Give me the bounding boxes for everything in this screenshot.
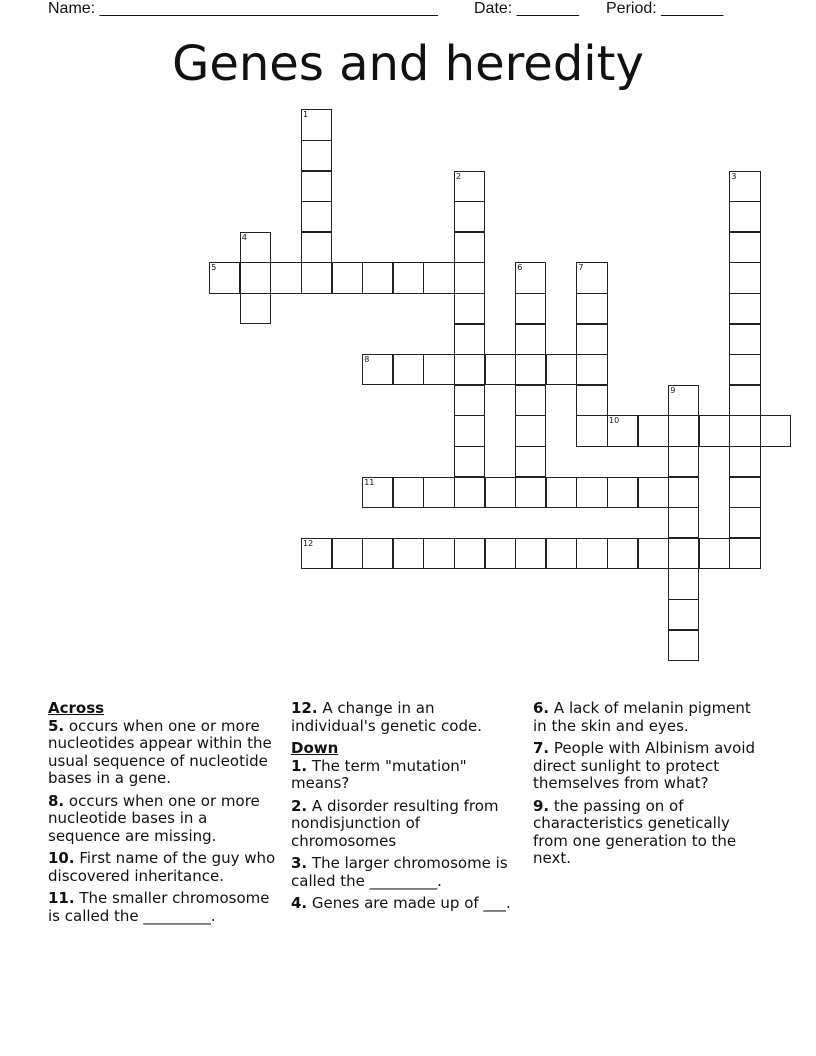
page-title: Genes and heredity bbox=[172, 36, 644, 92]
grid-cell[interactable] bbox=[393, 477, 424, 508]
grid-cell[interactable] bbox=[668, 415, 699, 446]
across-heading: Across bbox=[48, 699, 105, 717]
name-field[interactable]: Name: ______________________________________ bbox=[48, 0, 438, 17]
grid-cell[interactable] bbox=[454, 446, 485, 477]
down-heading: Down bbox=[291, 739, 339, 757]
grid-cell[interactable] bbox=[515, 324, 546, 355]
grid-cell[interactable] bbox=[576, 415, 607, 446]
grid-cell[interactable] bbox=[209, 262, 240, 293]
grid-cell[interactable] bbox=[576, 538, 607, 569]
grid-cell[interactable] bbox=[454, 415, 485, 446]
grid-cell[interactable] bbox=[638, 538, 669, 569]
grid-cell[interactable] bbox=[607, 415, 638, 446]
clue-across-8: 8. occurs when one or more nucleotide bases in a sequence are missing. bbox=[48, 791, 260, 845]
grid-cell[interactable] bbox=[362, 354, 393, 385]
grid-cell[interactable] bbox=[546, 477, 577, 508]
clue-across-12: 12. A change in an individual's genetic code. bbox=[291, 699, 482, 735]
grid-cell[interactable] bbox=[362, 538, 393, 569]
grid-cell[interactable] bbox=[332, 538, 363, 569]
clues-column-1 bbox=[48, 700, 284, 930]
grid-cell[interactable] bbox=[699, 538, 730, 569]
grid-cell[interactable] bbox=[515, 477, 546, 508]
grid-cell[interactable] bbox=[729, 354, 760, 385]
cell-number: 6 bbox=[517, 263, 523, 273]
grid-cell[interactable] bbox=[729, 538, 760, 569]
grid-cell[interactable] bbox=[729, 324, 760, 355]
grid-cell[interactable] bbox=[668, 630, 699, 661]
grid-cell[interactable] bbox=[301, 201, 332, 232]
cell-number: 3 bbox=[731, 171, 737, 181]
clues-column-2 bbox=[291, 700, 511, 918]
grid-cell[interactable] bbox=[423, 538, 454, 569]
cell-number: 1 bbox=[303, 110, 309, 120]
clues-column-3 bbox=[533, 700, 763, 873]
grid-cell[interactable] bbox=[638, 415, 669, 446]
grid-cell[interactable] bbox=[454, 538, 485, 569]
cell-number: 8 bbox=[364, 355, 370, 365]
grid-cell[interactable] bbox=[576, 354, 607, 385]
grid-cell[interactable] bbox=[454, 201, 485, 232]
grid-cell[interactable] bbox=[485, 538, 516, 569]
cell-number: 9 bbox=[670, 385, 676, 395]
grid-cell[interactable] bbox=[668, 477, 699, 508]
grid-cell[interactable] bbox=[301, 262, 332, 293]
grid-cell[interactable] bbox=[668, 446, 699, 477]
grid-cell[interactable] bbox=[638, 477, 669, 508]
clue-down-9: 9. the passing on of characteristics genetically from one generation to the next. bbox=[533, 796, 737, 867]
grid-cell[interactable] bbox=[546, 538, 577, 569]
clue-across-11: 11. The smaller chromosome is called the _________. bbox=[48, 889, 270, 925]
grid-cell[interactable] bbox=[515, 415, 546, 446]
grid-cell[interactable] bbox=[454, 262, 485, 293]
grid-cell[interactable] bbox=[301, 109, 332, 140]
grid-cell[interactable] bbox=[729, 446, 760, 477]
grid-cell[interactable] bbox=[393, 354, 424, 385]
grid-cell[interactable] bbox=[515, 262, 546, 293]
clue-down-2: 2. A disorder resulting from nondisjunction of chromosomes bbox=[291, 796, 499, 850]
grid-cell[interactable] bbox=[515, 293, 546, 324]
grid-cell[interactable] bbox=[423, 477, 454, 508]
grid-cell[interactable] bbox=[454, 293, 485, 324]
grid-cell[interactable] bbox=[485, 354, 516, 385]
grid-cell[interactable] bbox=[454, 171, 485, 202]
cell-number: 4 bbox=[241, 232, 247, 242]
grid-cell[interactable] bbox=[668, 507, 699, 538]
clue-across-10: 10. First name of the guy who discovered inheritance. bbox=[48, 849, 276, 885]
grid-cell[interactable] bbox=[607, 538, 638, 569]
clue-down-7: 7. People with Albinism avoid direct sunlight to protect themselves from what? bbox=[533, 739, 756, 792]
grid-cell[interactable] bbox=[393, 262, 424, 293]
grid-cell[interactable] bbox=[301, 140, 332, 171]
grid-cell[interactable] bbox=[576, 293, 607, 324]
cell-number: 7 bbox=[578, 263, 584, 273]
grid-cell[interactable] bbox=[546, 354, 577, 385]
grid-cell[interactable] bbox=[485, 477, 516, 508]
clue-down-1: 1. The term "mutation" means? bbox=[291, 756, 467, 792]
cell-number: 10 bbox=[609, 416, 620, 426]
grid-cell[interactable] bbox=[576, 385, 607, 416]
grid-cell[interactable] bbox=[454, 477, 485, 508]
grid-cell[interactable] bbox=[729, 171, 760, 202]
grid-cell[interactable] bbox=[301, 538, 332, 569]
grid-cell[interactable] bbox=[607, 477, 638, 508]
grid-cell[interactable] bbox=[729, 262, 760, 293]
grid-cell[interactable] bbox=[240, 262, 271, 293]
cell-number: 12 bbox=[303, 538, 314, 548]
grid-cell[interactable] bbox=[668, 538, 699, 569]
grid-cell[interactable] bbox=[668, 599, 699, 630]
grid-cell[interactable] bbox=[729, 201, 760, 232]
grid-cell[interactable] bbox=[576, 324, 607, 355]
date-field[interactable]: Date: _______ bbox=[474, 0, 579, 17]
period-field[interactable]: Period: _______ bbox=[606, 0, 724, 17]
grid-cell[interactable] bbox=[454, 324, 485, 355]
grid-cell[interactable] bbox=[332, 262, 363, 293]
grid-cell[interactable] bbox=[515, 385, 546, 416]
grid-cell[interactable] bbox=[454, 385, 485, 416]
clue-down-3: 3. The larger chromosome is called the _________. bbox=[291, 854, 508, 890]
grid-cell[interactable] bbox=[729, 477, 760, 508]
grid-cell[interactable] bbox=[668, 385, 699, 416]
grid-cell[interactable] bbox=[576, 262, 607, 293]
grid-cell[interactable] bbox=[515, 446, 546, 477]
grid-cell[interactable] bbox=[454, 232, 485, 263]
grid-cell[interactable] bbox=[729, 232, 760, 263]
clue-across-5: 5. occurs when one or more nucleotides appear within the usual sequence of nucleotide bases in a gene. bbox=[48, 716, 272, 787]
grid-cell[interactable] bbox=[699, 415, 730, 446]
grid-cell[interactable] bbox=[668, 568, 699, 599]
grid-cell[interactable] bbox=[576, 477, 607, 508]
grid-cell[interactable] bbox=[515, 354, 546, 385]
grid-cell[interactable] bbox=[240, 232, 271, 263]
grid-cell[interactable] bbox=[362, 477, 393, 508]
grid-cell[interactable] bbox=[423, 262, 454, 293]
grid-cell[interactable] bbox=[515, 538, 546, 569]
grid-cell[interactable] bbox=[729, 507, 760, 538]
grid-cell[interactable] bbox=[301, 232, 332, 263]
grid-cell[interactable] bbox=[301, 171, 332, 202]
clue-down-4: 4. Genes are made up of ___. bbox=[291, 894, 511, 912]
grid-cell[interactable] bbox=[393, 538, 424, 569]
grid-cell[interactable] bbox=[270, 262, 301, 293]
clue-down-6: 6. A lack of melanin pigment in the skin and eyes. bbox=[533, 699, 751, 735]
cell-number: 2 bbox=[456, 171, 462, 181]
grid-cell[interactable] bbox=[760, 415, 791, 446]
cell-number: 11 bbox=[364, 477, 375, 487]
grid-cell[interactable] bbox=[729, 415, 760, 446]
grid-cell[interactable] bbox=[362, 262, 393, 293]
grid-cell[interactable] bbox=[423, 354, 454, 385]
grid-cell[interactable] bbox=[729, 293, 760, 324]
cell-number: 5 bbox=[211, 263, 217, 273]
grid-cell[interactable] bbox=[240, 293, 271, 324]
grid-cell[interactable] bbox=[729, 385, 760, 416]
grid-cell[interactable] bbox=[454, 354, 485, 385]
